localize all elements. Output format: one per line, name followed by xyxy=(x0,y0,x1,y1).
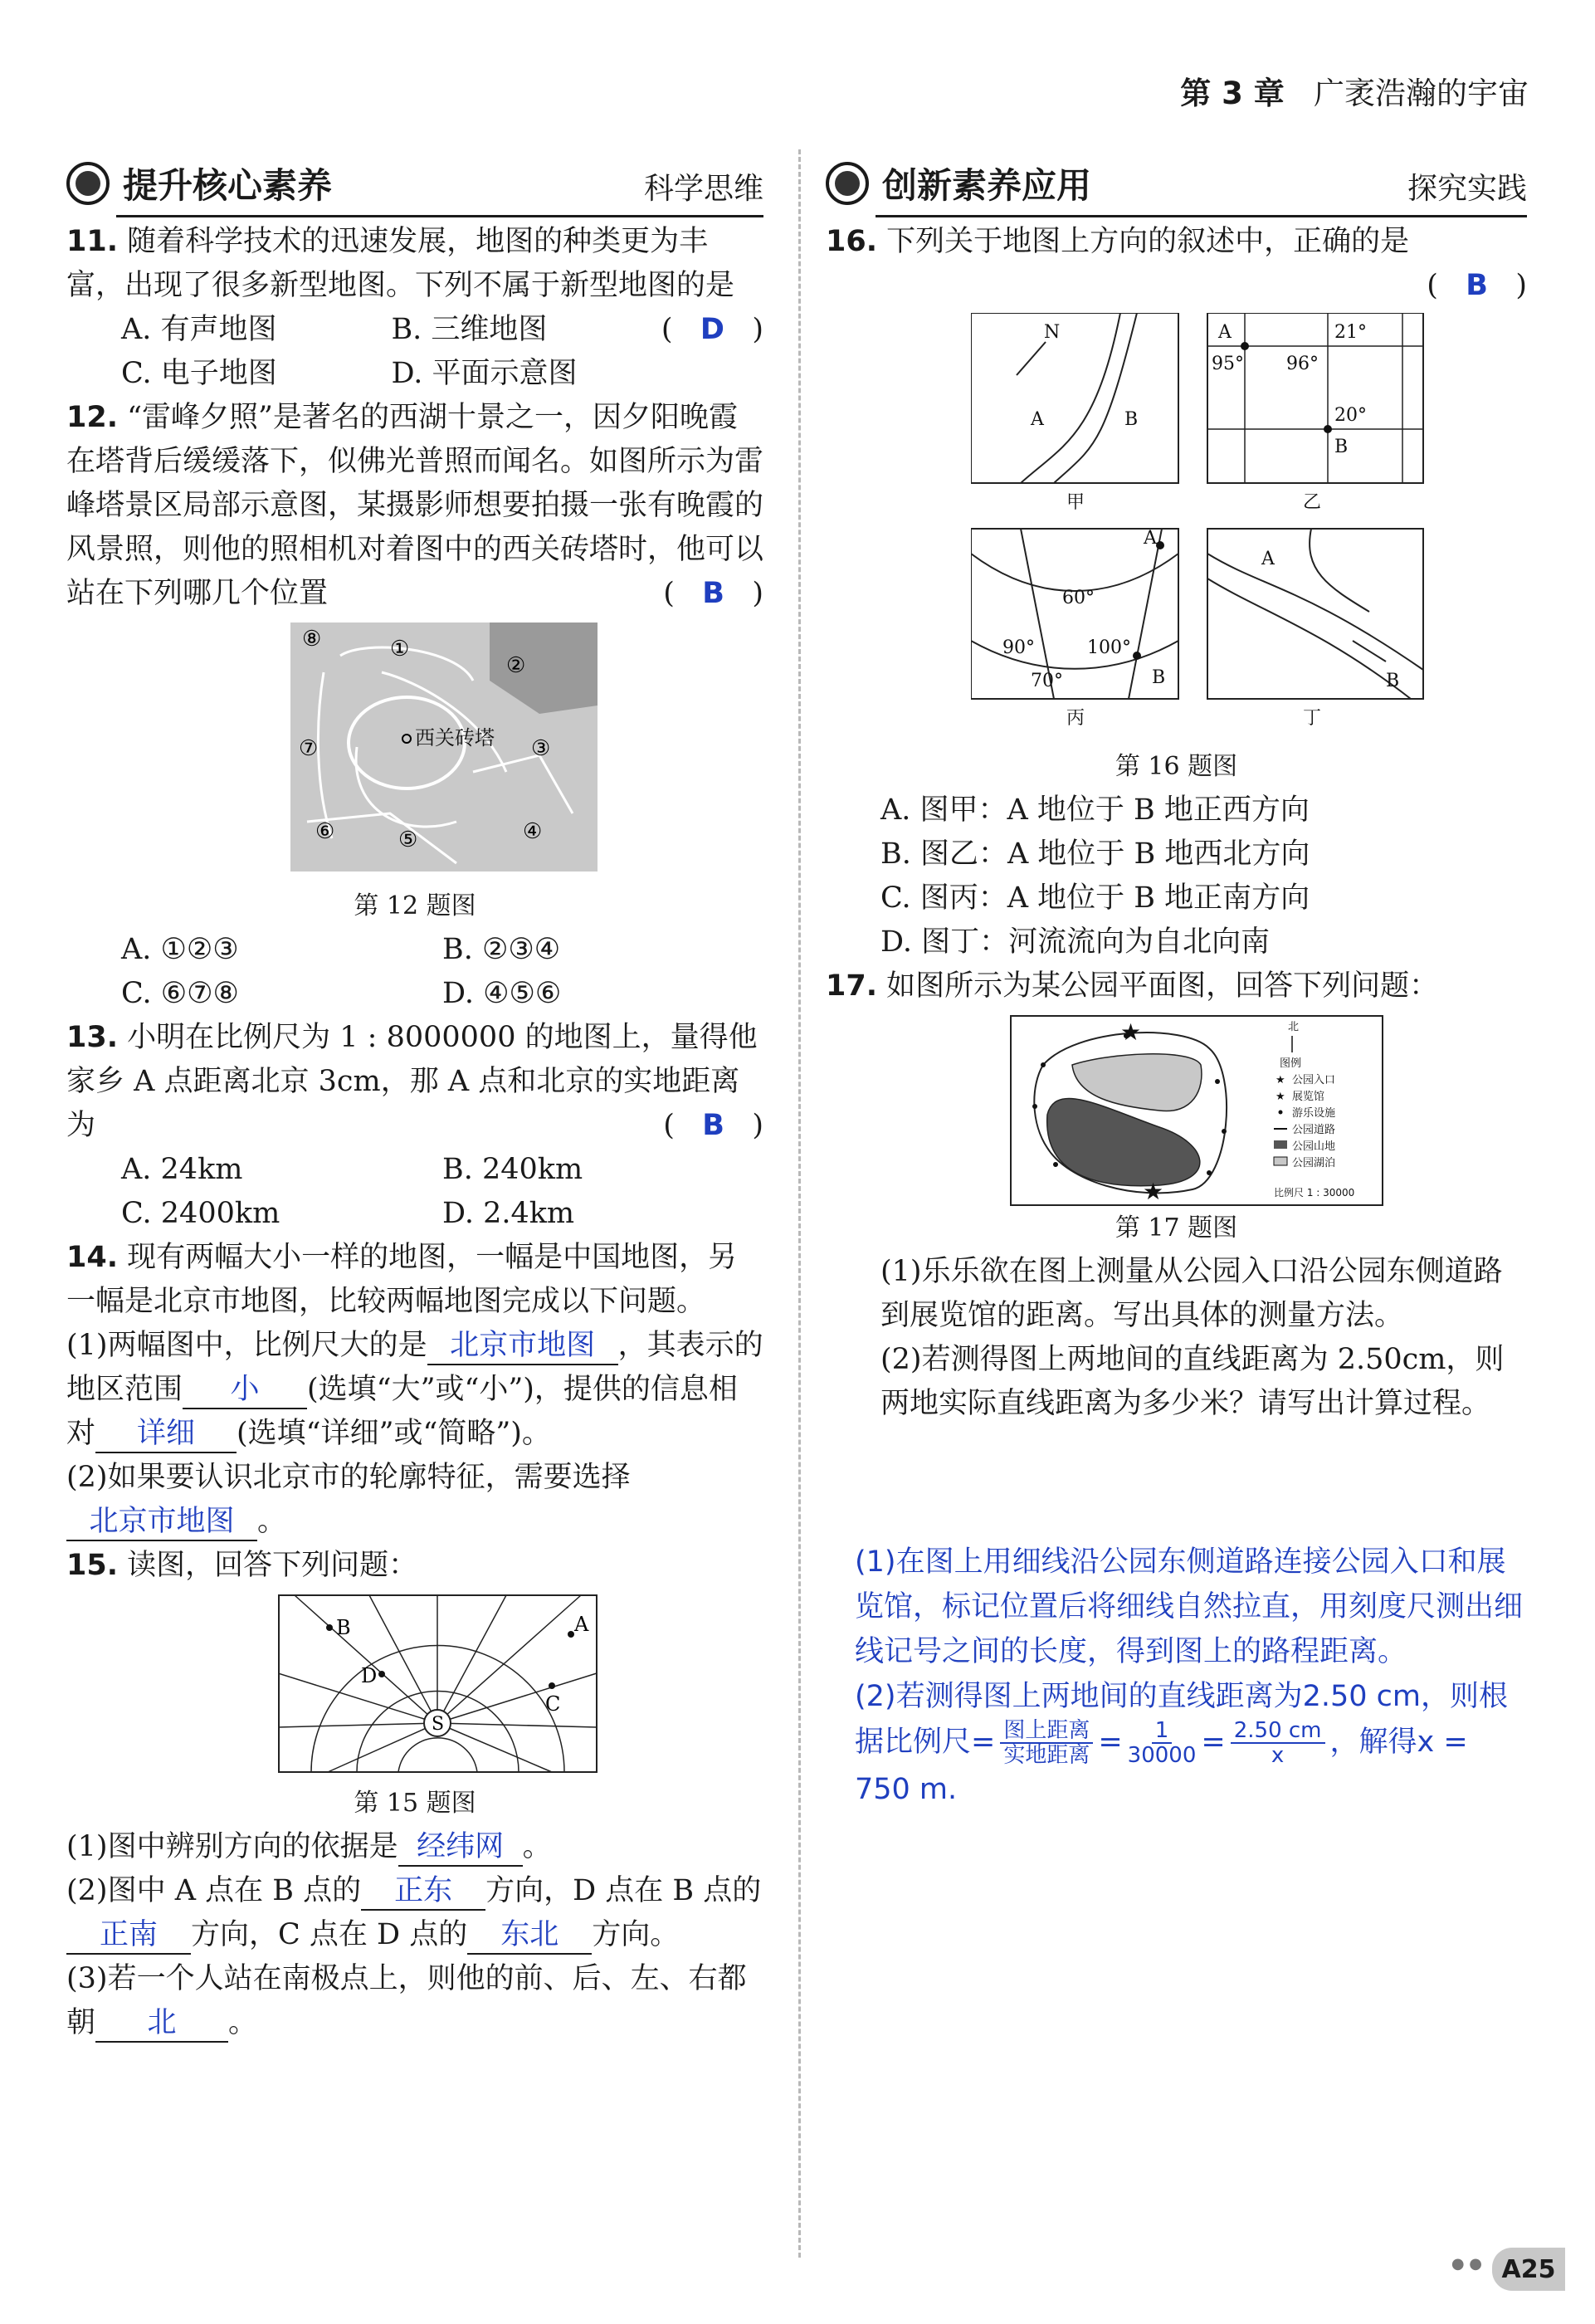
chapter-number: 第 3 章 xyxy=(1180,76,1285,111)
option-b: B. 三维地图 xyxy=(391,313,548,346)
sub-question-2: (2)若测得图上两地间的直线距离为 2.50cm，则两地实际直线距离为多少米？请写出计算过程。 xyxy=(880,1343,1505,1420)
scale-label: 比例尺 1 : 30000 xyxy=(1274,1187,1355,1199)
svg-text:21°: 21° xyxy=(1334,322,1367,343)
mark-5: ⑤ xyxy=(398,828,418,852)
fraction-scale: $\frac{1}{30000}$ xyxy=(1127,1718,1197,1768)
svg-text:公园山地: 公园山地 xyxy=(1292,1140,1336,1153)
option-c: C. 2400km xyxy=(121,1197,280,1230)
figure-caption: 第 17 题图 xyxy=(1115,1213,1238,1243)
option-c: C. 图丙：A 地位于 B 地正南方向 xyxy=(880,881,1310,915)
fraction-distance: $\frac{2.50 cm}{x}$ xyxy=(1231,1719,1325,1767)
label-a: A xyxy=(574,1613,589,1636)
left-section-header xyxy=(66,149,763,217)
direction-figures xyxy=(971,313,1444,745)
blank-range: 小 xyxy=(183,1371,307,1409)
mark-8: ⑧ xyxy=(302,627,322,652)
option-d: D. 平面示意图 xyxy=(391,357,578,390)
tower-label: 西关砖塔 xyxy=(415,726,495,749)
svg-text:公园湖泊: 公园湖泊 xyxy=(1292,1157,1336,1169)
right-section-title: 创新素养应用 xyxy=(882,165,1092,206)
question-stem: 读图，回答下列问题： xyxy=(127,1549,418,1582)
right-section-header xyxy=(826,149,1527,217)
park-entrance-star-icon: ★ xyxy=(1143,1178,1164,1205)
figure-caption: 第 12 题图 xyxy=(354,891,476,920)
question-number: 12. xyxy=(66,401,119,434)
svg-text:A: A xyxy=(1031,409,1044,430)
question-number: 14. xyxy=(66,1241,119,1274)
answer-bracket: ( D ) xyxy=(661,313,763,346)
svg-text:B: B xyxy=(1124,409,1139,430)
label-d: D xyxy=(361,1664,378,1687)
label-b: B xyxy=(336,1616,351,1639)
panel-label-bing: 丙 xyxy=(1066,708,1085,729)
options xyxy=(826,788,1527,964)
question-12 xyxy=(66,396,763,1016)
park-map-figure xyxy=(1010,1015,1383,1206)
right-column xyxy=(826,220,1527,1426)
svg-text:A: A xyxy=(1261,549,1275,569)
question-stem: 下列关于地图上方向的叙述中，正确的是 xyxy=(886,225,1410,258)
svg-text:90°: 90° xyxy=(1002,637,1035,658)
options xyxy=(66,308,661,396)
blank-basis: 经纬网 xyxy=(398,1828,523,1867)
blank-larger-scale: 北京市地图 xyxy=(427,1327,618,1365)
mark-4: ④ xyxy=(523,819,543,844)
blank-c-from-d: 东北 xyxy=(467,1916,592,1955)
option-d: D. ④⑤⑥ xyxy=(442,977,562,1010)
mark-7: ⑦ xyxy=(299,736,319,761)
question-13 xyxy=(66,1016,763,1236)
exhibition-hall-star-icon: ★ xyxy=(1120,1018,1142,1046)
svg-text:B: B xyxy=(1386,671,1400,691)
svg-text:图例: 图例 xyxy=(1280,1057,1302,1070)
question-stem: 如图所示为某公园平面图，回答下列问题： xyxy=(886,969,1439,1003)
blank-d-from-b: 正南 xyxy=(66,1916,191,1955)
section-bullet-icon xyxy=(66,162,110,205)
question-stem: 小明在比例尺为 1 : 8000000 的地图上，量得他家乡 A 点距离北京 3cm，那 A 点和北京的实地距离为 xyxy=(66,1021,758,1142)
answer: D xyxy=(700,313,724,346)
svg-text:A: A xyxy=(1144,528,1157,549)
right-section-tag: 探究实践 xyxy=(1407,172,1527,206)
question-15: 15. 读图，回答下列问题： S B A D C 第 15 题图 (1)图中辨别方向的依据是 经纬网 。 (2)图中 A 点在 B 点的 正东 方向，D 点在 B 点的正南 方向，C 点在 D 点的 东北 方向。 (3)若一个人站在南极点上，则他的前、后、左、右都朝 北 。 xyxy=(66,1544,763,2045)
svg-text:★: ★ xyxy=(1276,1091,1285,1103)
option-a: A. 图甲：A 地位于 B 地正西方向 xyxy=(880,793,1310,827)
north-label: 北 xyxy=(1288,1021,1300,1033)
solution-part-1: (1)在图上用细线沿公园东侧道路连接公园入口和展览馆，标记位置后将细线自然拉直，用刻度尺测出细线记号之间的长度，得到图上的路程距离。 xyxy=(855,1545,1524,1668)
chapter-title: 广袤浩瀚的宇宙 xyxy=(1314,76,1529,111)
question-17 xyxy=(826,964,1527,1426)
option-a: A. ①②③ xyxy=(121,933,239,966)
left-section-title: 提升核心素养 xyxy=(123,165,333,206)
svg-text:60°: 60° xyxy=(1062,588,1095,608)
options xyxy=(66,1148,763,1236)
question-number: 17. xyxy=(826,969,878,1003)
question-16 xyxy=(826,220,1527,964)
mark-2: ② xyxy=(506,653,526,678)
north-label: N xyxy=(1044,322,1061,343)
blank-a-from-b: 正东 xyxy=(361,1872,485,1911)
answer-bracket: ( B ) xyxy=(1427,269,1527,302)
svg-text:游乐设施: 游乐设施 xyxy=(1292,1107,1336,1120)
option-a: A. 有声地图 xyxy=(121,313,277,346)
question-number: 11. xyxy=(66,225,119,258)
solution-block xyxy=(855,1540,1527,1812)
answer-bracket: ( B ) xyxy=(663,577,763,610)
panel-label-yi: 乙 xyxy=(1303,492,1322,513)
option-d: D. 2.4km xyxy=(442,1197,575,1230)
figure-caption: 第 15 题图 xyxy=(354,1789,476,1818)
options xyxy=(66,928,763,1016)
option-c: C. 电子地图 xyxy=(121,357,277,390)
option-d: D. 图丁：河流流向为自北向南 xyxy=(880,925,1271,959)
question-stem: 现有两幅大小一样的地图，一幅是中国地图，另一幅是北京市地图，比较两幅地图完成以下问题。 xyxy=(66,1241,738,1318)
answer-bracket: ( B ) xyxy=(663,1109,763,1142)
mark-1: ① xyxy=(390,637,410,662)
svg-text:100°: 100° xyxy=(1087,637,1131,658)
page-dots-decoration: ● ● xyxy=(1451,2255,1482,2273)
svg-text:公园入口: 公园入口 xyxy=(1292,1074,1336,1086)
question-number: 15. xyxy=(66,1549,119,1582)
option-b: B. 图乙：A 地位于 B 地西北方向 xyxy=(880,837,1310,871)
label-c: C xyxy=(545,1692,561,1716)
polar-grid-figure xyxy=(278,1594,598,1773)
fraction-ratio: $\frac{\text{图上距离}}{\text{实地距离}}$ xyxy=(1000,1719,1093,1767)
leifeng-map-figure xyxy=(290,622,598,872)
svg-text:95°: 95° xyxy=(1212,354,1244,374)
svg-text:70°: 70° xyxy=(1031,671,1063,691)
svg-text:20°: 20° xyxy=(1334,405,1367,426)
solution-part-2: (2)若测得图上两地间的直线距离为2.50 cm，则根据比例尺= $\frac{\text{图上距离}}{\text{实地距离}}$ = $\frac{1}{30000}$ = $\frac{2.50 cm}{x}$ ，解得x = 750 m. xyxy=(855,1680,1508,1806)
left-section-tag: 科学思维 xyxy=(643,172,763,206)
option-b: B. 240km xyxy=(442,1153,583,1186)
question-11 xyxy=(66,220,763,396)
svg-text:★: ★ xyxy=(1276,1074,1285,1086)
svg-text:公园道路: 公园道路 xyxy=(1292,1124,1336,1136)
svg-text:B: B xyxy=(1152,667,1166,688)
chapter-header xyxy=(1180,68,1529,113)
mark-6: ⑥ xyxy=(315,819,335,844)
question-stem: “雷峰夕照”是著名的西湖十景之一，因夕阳晚霞在塔背后缓缓落下，似佛光普照而闻名。如图所示为雷峰塔景区局部示意图，某摄影师想要拍摄一张有晚霞的风景照，则他的照相机对着图中的西关砖塔时，他可以站在下列哪几个位置 xyxy=(66,401,764,610)
blank-south-pole: 北 xyxy=(95,2004,228,2043)
blank-info: 详细 xyxy=(95,1415,237,1453)
label-s: S xyxy=(432,1714,445,1735)
column-divider xyxy=(798,149,801,2258)
blank-map-choice: 北京市地图 xyxy=(66,1503,257,1541)
option-a: A. 24km xyxy=(121,1153,243,1186)
svg-text:96°: 96° xyxy=(1286,354,1319,374)
answer: B xyxy=(1466,269,1488,302)
answer: B xyxy=(702,577,724,610)
panel-label-jia: 甲 xyxy=(1066,492,1085,513)
question-number: 13. xyxy=(66,1021,119,1054)
answer: B xyxy=(702,1109,724,1142)
question-stem: 随着科学技术的迅速发展，地图的种类更为丰富，出现了很多新型地图。下列不属于新型地图的是 xyxy=(66,225,735,302)
question-14: 14. 现有两幅大小一样的地图，一幅是中国地图，另一幅是北京市地图，比较两幅地图完成以下问题。 (1)两幅图中，比例尺大的是 北京市地图 ，其表示的地区范围 小 (选填“大”或“小”)，提供的信息相对 详细 (选填“详细”或“简略”)。 (2)如果要认识北京市的轮廓特征，需要选择北京市地图 。 xyxy=(66,1236,763,1544)
question-number: 16. xyxy=(826,225,878,258)
svg-text:展览馆: 展览馆 xyxy=(1292,1091,1325,1103)
sub-question-1: (1)乐乐欲在图上测量从公园入口沿公园东侧道路到展览馆的距离。写出具体的测量方法。 xyxy=(880,1255,1503,1332)
panel-label-ding: 丁 xyxy=(1303,708,1322,729)
left-column xyxy=(66,220,763,2045)
page-number: A25 xyxy=(1492,2248,1565,2291)
option-b: B. ②③④ xyxy=(442,933,561,966)
mark-3: ③ xyxy=(531,736,551,761)
figure-caption: 第 16 题图 xyxy=(1115,752,1238,781)
section-bullet-icon xyxy=(826,162,869,205)
svg-text:B: B xyxy=(1334,437,1349,457)
svg-text:A: A xyxy=(1218,322,1232,343)
option-c: C. ⑥⑦⑧ xyxy=(121,977,239,1010)
